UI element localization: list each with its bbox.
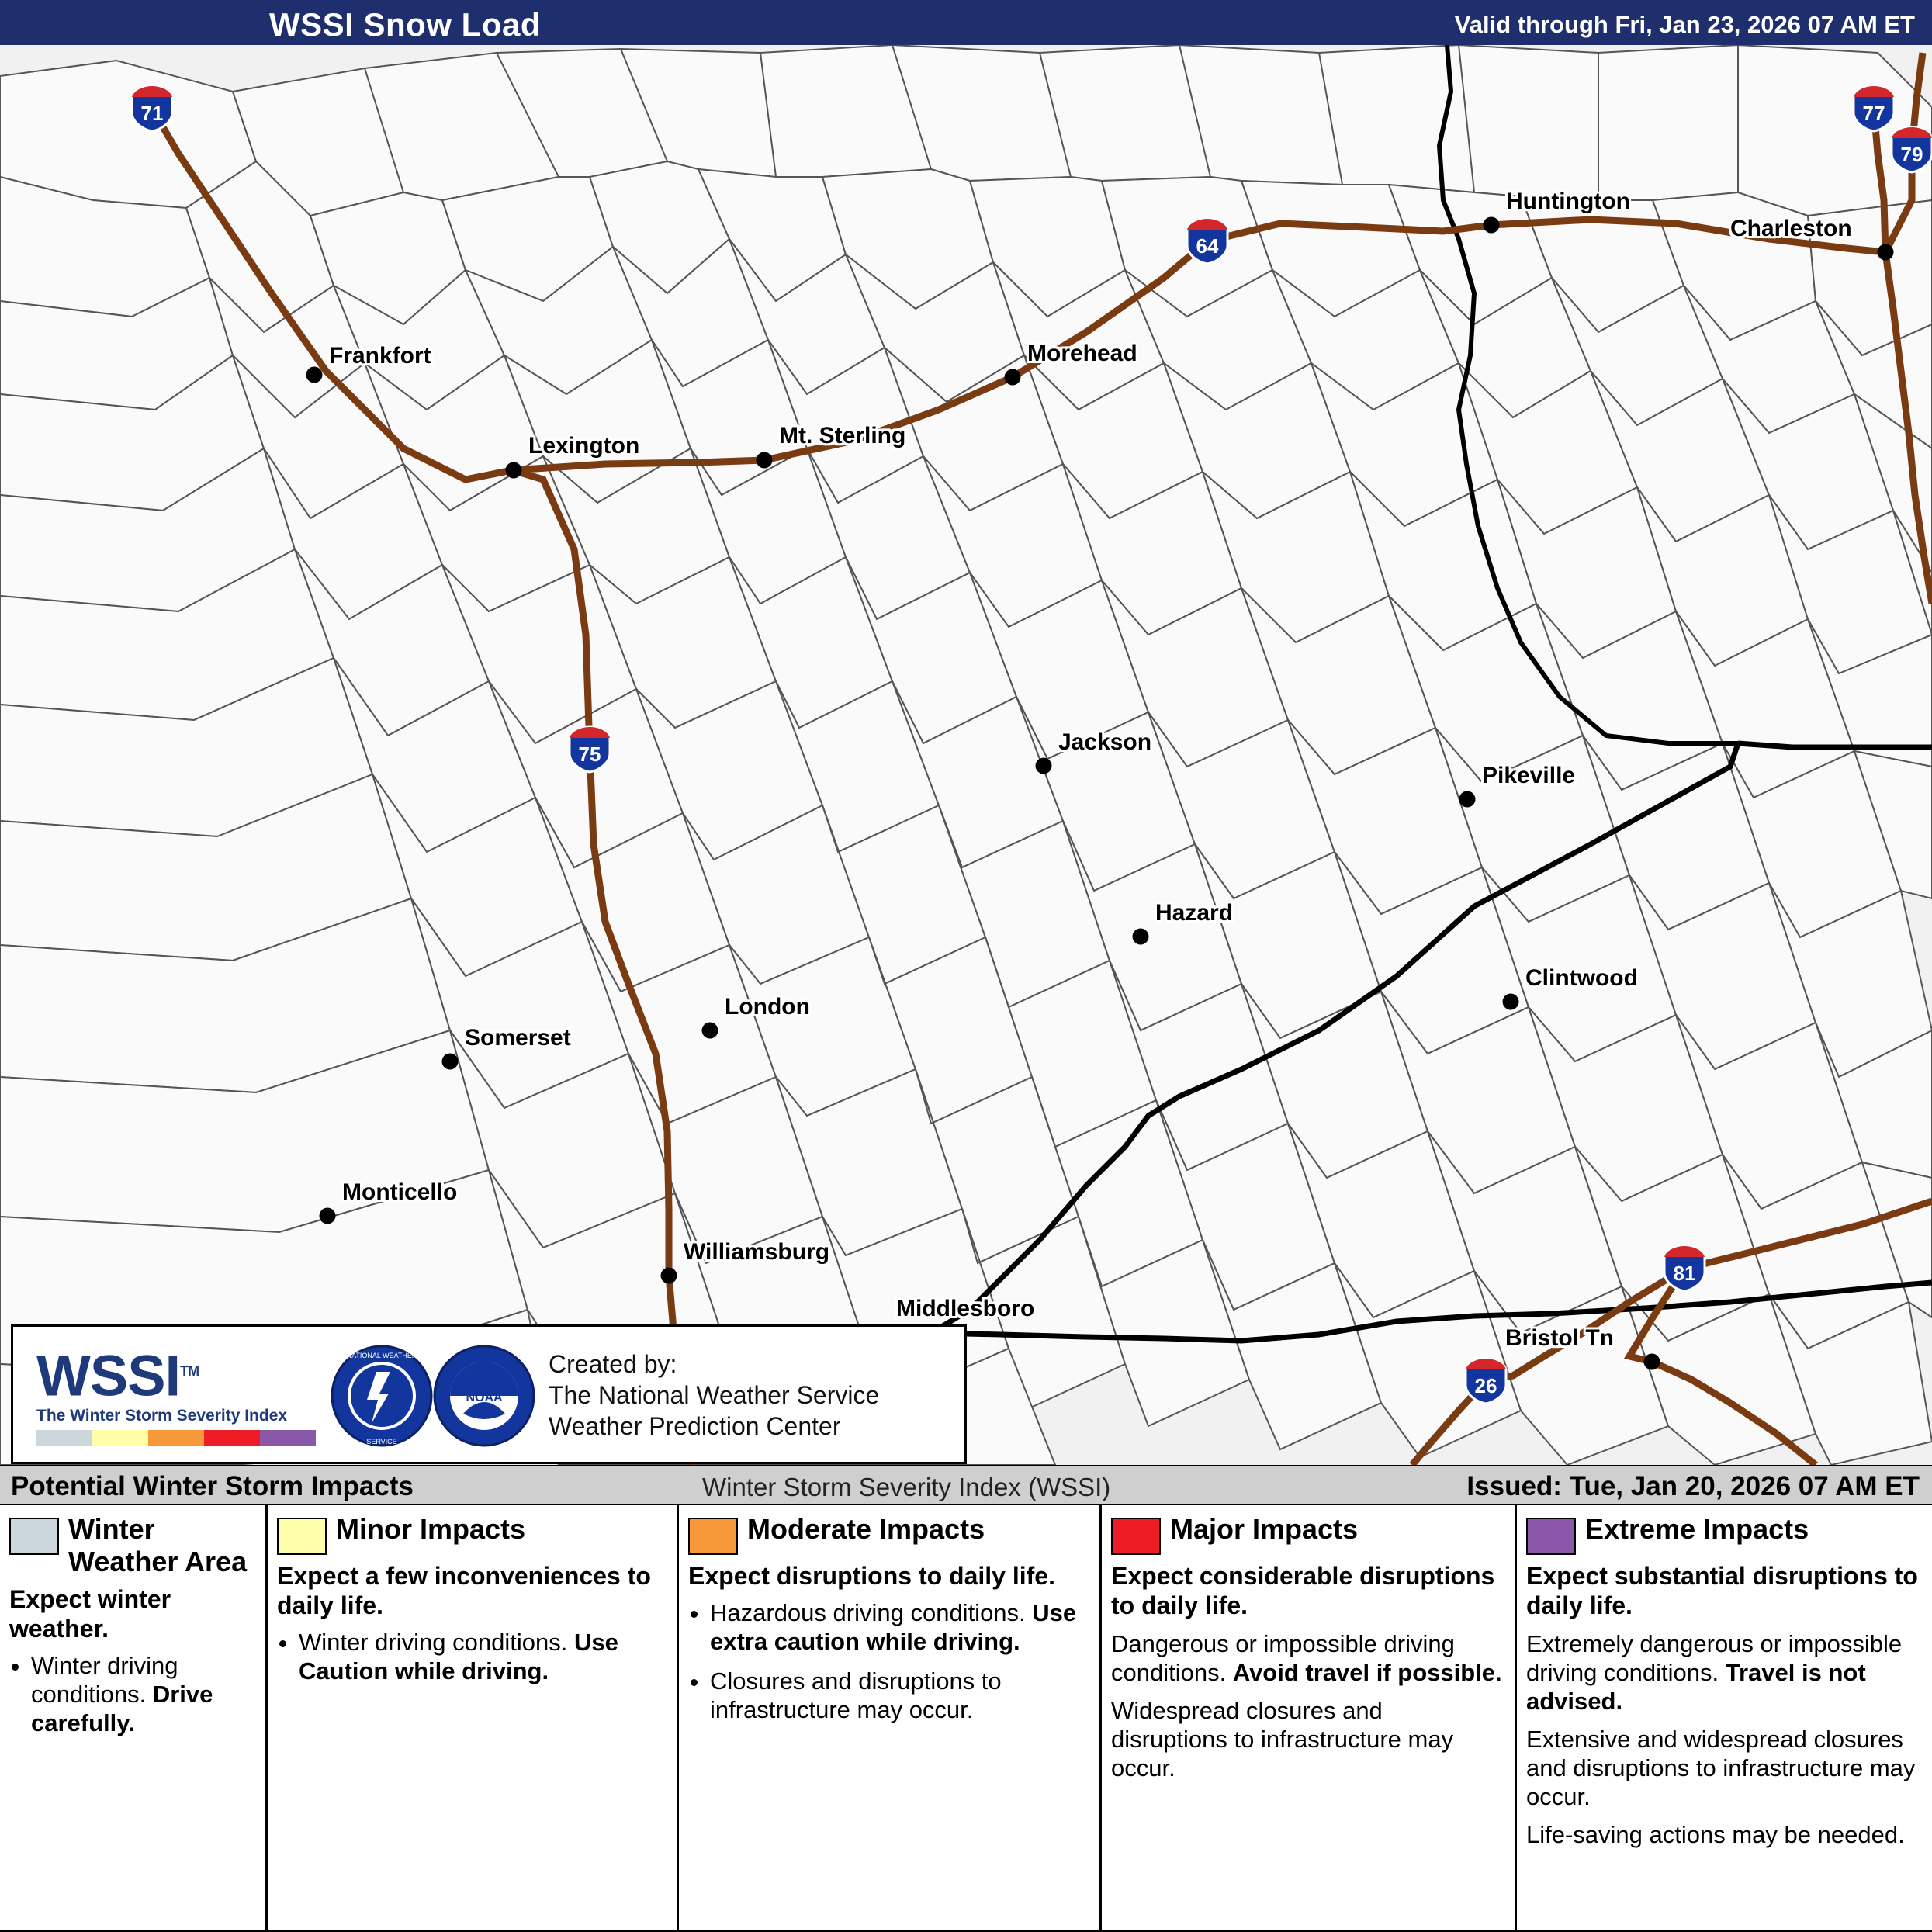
legend-bullet-text: Winter driving conditions. [31, 1652, 178, 1708]
page-header [0, 0, 1932, 45]
city-dot [1036, 758, 1052, 774]
legend-paragraph-text: Extensive and widespread closures and disruptions to infrastructure may occur. [1526, 1726, 1916, 1810]
shield-number: 26 [1474, 1374, 1497, 1397]
legend-swatch-minor [277, 1518, 327, 1555]
issued-text: Issued: Tue, Jan 20, 2026 07 AM ET [1466, 1471, 1920, 1501]
shield-number: 79 [1900, 143, 1923, 166]
credit-text [549, 1349, 879, 1442]
legend-swatch-extreme [1526, 1518, 1576, 1555]
svg-text:SERVICE: SERVICE [366, 1438, 397, 1446]
interstate-shield-79 [1890, 126, 1932, 174]
interstate-shield-77 [1852, 85, 1896, 133]
shield-number: 81 [1673, 1262, 1696, 1285]
interstate-shield-71 [130, 85, 174, 133]
national-weather-service-seal-icon [330, 1344, 434, 1448]
legend-paragraph-text: Widespread closures and disruptions to infrastructure may occur. [1111, 1697, 1454, 1781]
city-dot [442, 1054, 459, 1070]
interstate-shield-26 [1464, 1357, 1508, 1405]
city-dot [306, 367, 323, 383]
legend-bullet-bold: Use extra caution while driving. [710, 1599, 1077, 1655]
svg-text:NOAA: NOAA [466, 1391, 503, 1404]
credit-line-2: The National Weather Service [549, 1381, 880, 1409]
credit-line-1: Created by: [549, 1350, 677, 1378]
legend-lead: Expect considerable disruptions to daily life. [1111, 1562, 1495, 1619]
city-label: Charleston [1730, 216, 1852, 241]
legend-column-winter-weather-area [0, 1505, 268, 1932]
wssi-color-bar [36, 1430, 316, 1446]
legend-paragraph [1526, 1725, 1923, 1811]
credit-line-3: Weather Prediction Center [549, 1412, 841, 1440]
city-dot [320, 1208, 336, 1224]
legend-column-extreme [1517, 1505, 1932, 1932]
city-label: Bristol Tn [1505, 1325, 1614, 1351]
city-label: Williamsburg [684, 1239, 830, 1265]
city-label: London [725, 994, 810, 1020]
city-dot [1133, 929, 1149, 945]
city-label: Clintwood [1525, 965, 1638, 991]
shield-number: 75 [578, 743, 601, 766]
interstate-shield-75 [568, 725, 611, 774]
city-dot [1878, 244, 1894, 261]
legend-paragraph [1111, 1629, 1505, 1687]
legend-title: Winter Weather Area [68, 1513, 248, 1577]
legend-bullet [299, 1628, 667, 1685]
city-label: Mt. Sterling [779, 423, 906, 448]
wssi-logo-text: WSSI [36, 1343, 181, 1408]
city-dot [757, 452, 773, 469]
impact-bar-title: Potential Winter Storm Impacts [11, 1471, 414, 1501]
city-dot [702, 1023, 718, 1039]
city-label: Lexington [528, 433, 640, 459]
legend-bullet-bold: Use Caution while driving. [299, 1629, 618, 1684]
shield-number: 64 [1196, 234, 1219, 258]
city-dot [506, 462, 522, 479]
legend-bullet-text: Closures and disruptions to infrastructure may occur. [710, 1667, 1002, 1723]
noaa-seal-icon [432, 1344, 536, 1448]
map-canvas[interactable] [0, 45, 1932, 1465]
city-label: Hazard [1155, 900, 1234, 926]
legend-title: Extreme Impacts [1585, 1513, 1809, 1545]
impact-bar [0, 1465, 1932, 1505]
city-dot [661, 1268, 677, 1284]
legend-title: Major Impacts [1170, 1513, 1359, 1545]
city-label: Monticello [342, 1179, 458, 1205]
legend-bullet [710, 1598, 1090, 1656]
legend-paragraph-bold: Avoid travel if possible. [1232, 1659, 1502, 1686]
legend-paragraph [1526, 1820, 1923, 1849]
legend-column-moderate [679, 1505, 1102, 1932]
legend-paragraph-bold: Travel is not advised. [1526, 1659, 1866, 1715]
page-title: WSSI Snow Load [269, 6, 541, 43]
legend-bullet [710, 1667, 1090, 1724]
legend-swatch-major [1111, 1518, 1161, 1555]
credit-box [11, 1324, 967, 1464]
legend-title: Moderate Impacts [747, 1513, 985, 1545]
legend-bullet-bold: Drive carefully. [31, 1681, 213, 1736]
legend-bullet-text: Hazardous driving conditions. [710, 1599, 1033, 1626]
valid-through-text: Valid through Fri, Jan 23, 2026 07 AM ET [1454, 11, 1915, 38]
wssi-logo-tm: TM [180, 1363, 199, 1379]
legend-lead: Expect a few inconveniences to daily life. [277, 1562, 651, 1619]
interstate-shield-64 [1186, 217, 1229, 265]
legend [0, 1505, 1932, 1932]
legend-bullet-text: Winter driving conditions. [299, 1629, 574, 1656]
legend-paragraph [1526, 1629, 1923, 1716]
wssi-logo [36, 1342, 324, 1446]
shield-number: 71 [140, 102, 164, 125]
city-label: Somerset [465, 1025, 571, 1051]
shield-number: 77 [1862, 102, 1885, 125]
legend-paragraph [1111, 1696, 1505, 1782]
city-label: Jackson [1058, 729, 1152, 755]
svg-text:NATIONAL WEATHER: NATIONAL WEATHER [346, 1352, 417, 1359]
legend-column-minor [268, 1505, 679, 1932]
city-label: Pikeville [1482, 763, 1576, 788]
city-label: Morehead [1027, 341, 1137, 366]
legend-title: Minor Impacts [336, 1513, 526, 1545]
map-vector-layer [0, 45, 1932, 1465]
city-dot [1484, 217, 1500, 234]
city-dot [1644, 1354, 1660, 1370]
legend-lead: Expect disruptions to daily life. [688, 1562, 1055, 1590]
city-dot [1503, 994, 1519, 1010]
city-dot [1459, 791, 1476, 808]
city-dot [1005, 369, 1021, 386]
legend-bullet [31, 1651, 256, 1737]
city-label: Frankfort [329, 343, 431, 369]
legend-swatch-winter-weather-area [9, 1518, 59, 1555]
legend-lead: Expect winter weather. [9, 1585, 171, 1643]
impact-bar-subtitle: Winter Storm Severity Index (WSSI) [702, 1473, 1111, 1501]
city-label: Huntington [1506, 189, 1630, 214]
legend-paragraph-text: Extremely dangerous or impossible driving conditions. [1526, 1630, 1903, 1686]
city-label: Middlesboro [896, 1296, 1035, 1321]
wssi-logo-subtitle: The Winter Storm Severity Index [36, 1406, 288, 1425]
interstate-shield-81 [1663, 1245, 1706, 1293]
legend-paragraph-text: Life-saving actions may be needed. [1526, 1821, 1905, 1848]
legend-lead: Expect substantial disruptions to daily life. [1526, 1562, 1918, 1619]
legend-swatch-moderate [688, 1518, 738, 1555]
legend-column-major [1102, 1505, 1517, 1932]
legend-paragraph-text: Dangerous or impossible driving conditions. [1111, 1630, 1455, 1686]
